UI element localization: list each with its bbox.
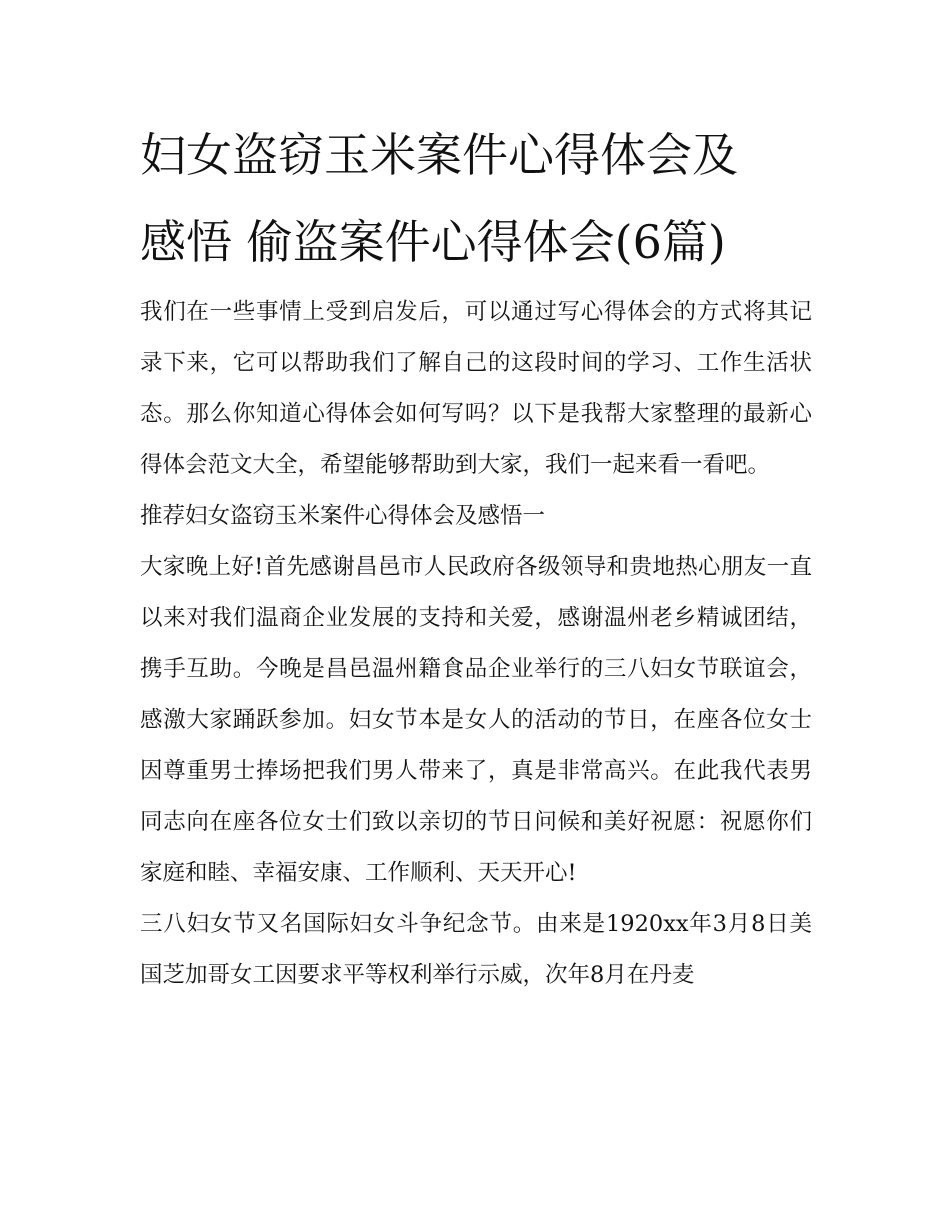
- intro-paragraph: 我们在一些事情上受到启发后，可以通过写心得体会的方式将其记录下来，它可以帮助我们了解自己的这段时间的学习、工作生活状态。那么你知道心得体会如何写吗？以下是我帮大家整理的最新心得体会范文大全，希望能够帮助到大家，我们一起来看一看吧。: [140, 298, 812, 478]
- document-title: [140, 112, 812, 287]
- section-heading: 推荐妇女盗窃玉米案件心得体会及感悟一: [140, 502, 546, 529]
- title-line-1: 妇女盗窃玉米案件心得体会及: [140, 128, 738, 182]
- body-paragraph-2: 三八妇女节又名国际妇女斗争纪念节。由来是1920xx年3月8日美国芝加哥女工因要求平等权利举行示威，次年8月在丹麦: [140, 910, 812, 988]
- body-paragraph-1: 大家晚上好!首先感谢昌邑市人民政府各级领导和贵地热心朋友一直以来对我们温商企业发展的支持和关爱，感谢温州老乡精诚团结，携手互助。今晚是昌邑温州籍食品企业举行的三八妇女节联谊会，感激大家踊跃参加。妇女节本是女人的活动的节日，在座各位女士因尊重男士捧场把我们男人带来了，真是非常高兴。在此我代表男同志向在座各位女士们致以亲切的节日问候和美好祝愿：祝愿你们家庭和睦、幸福安康、工作顺利、天天开心!: [140, 553, 812, 886]
- title-line-2: 感悟 偷盗案件心得体会(6篇): [140, 215, 726, 270]
- document-page: [140, 112, 812, 1001]
